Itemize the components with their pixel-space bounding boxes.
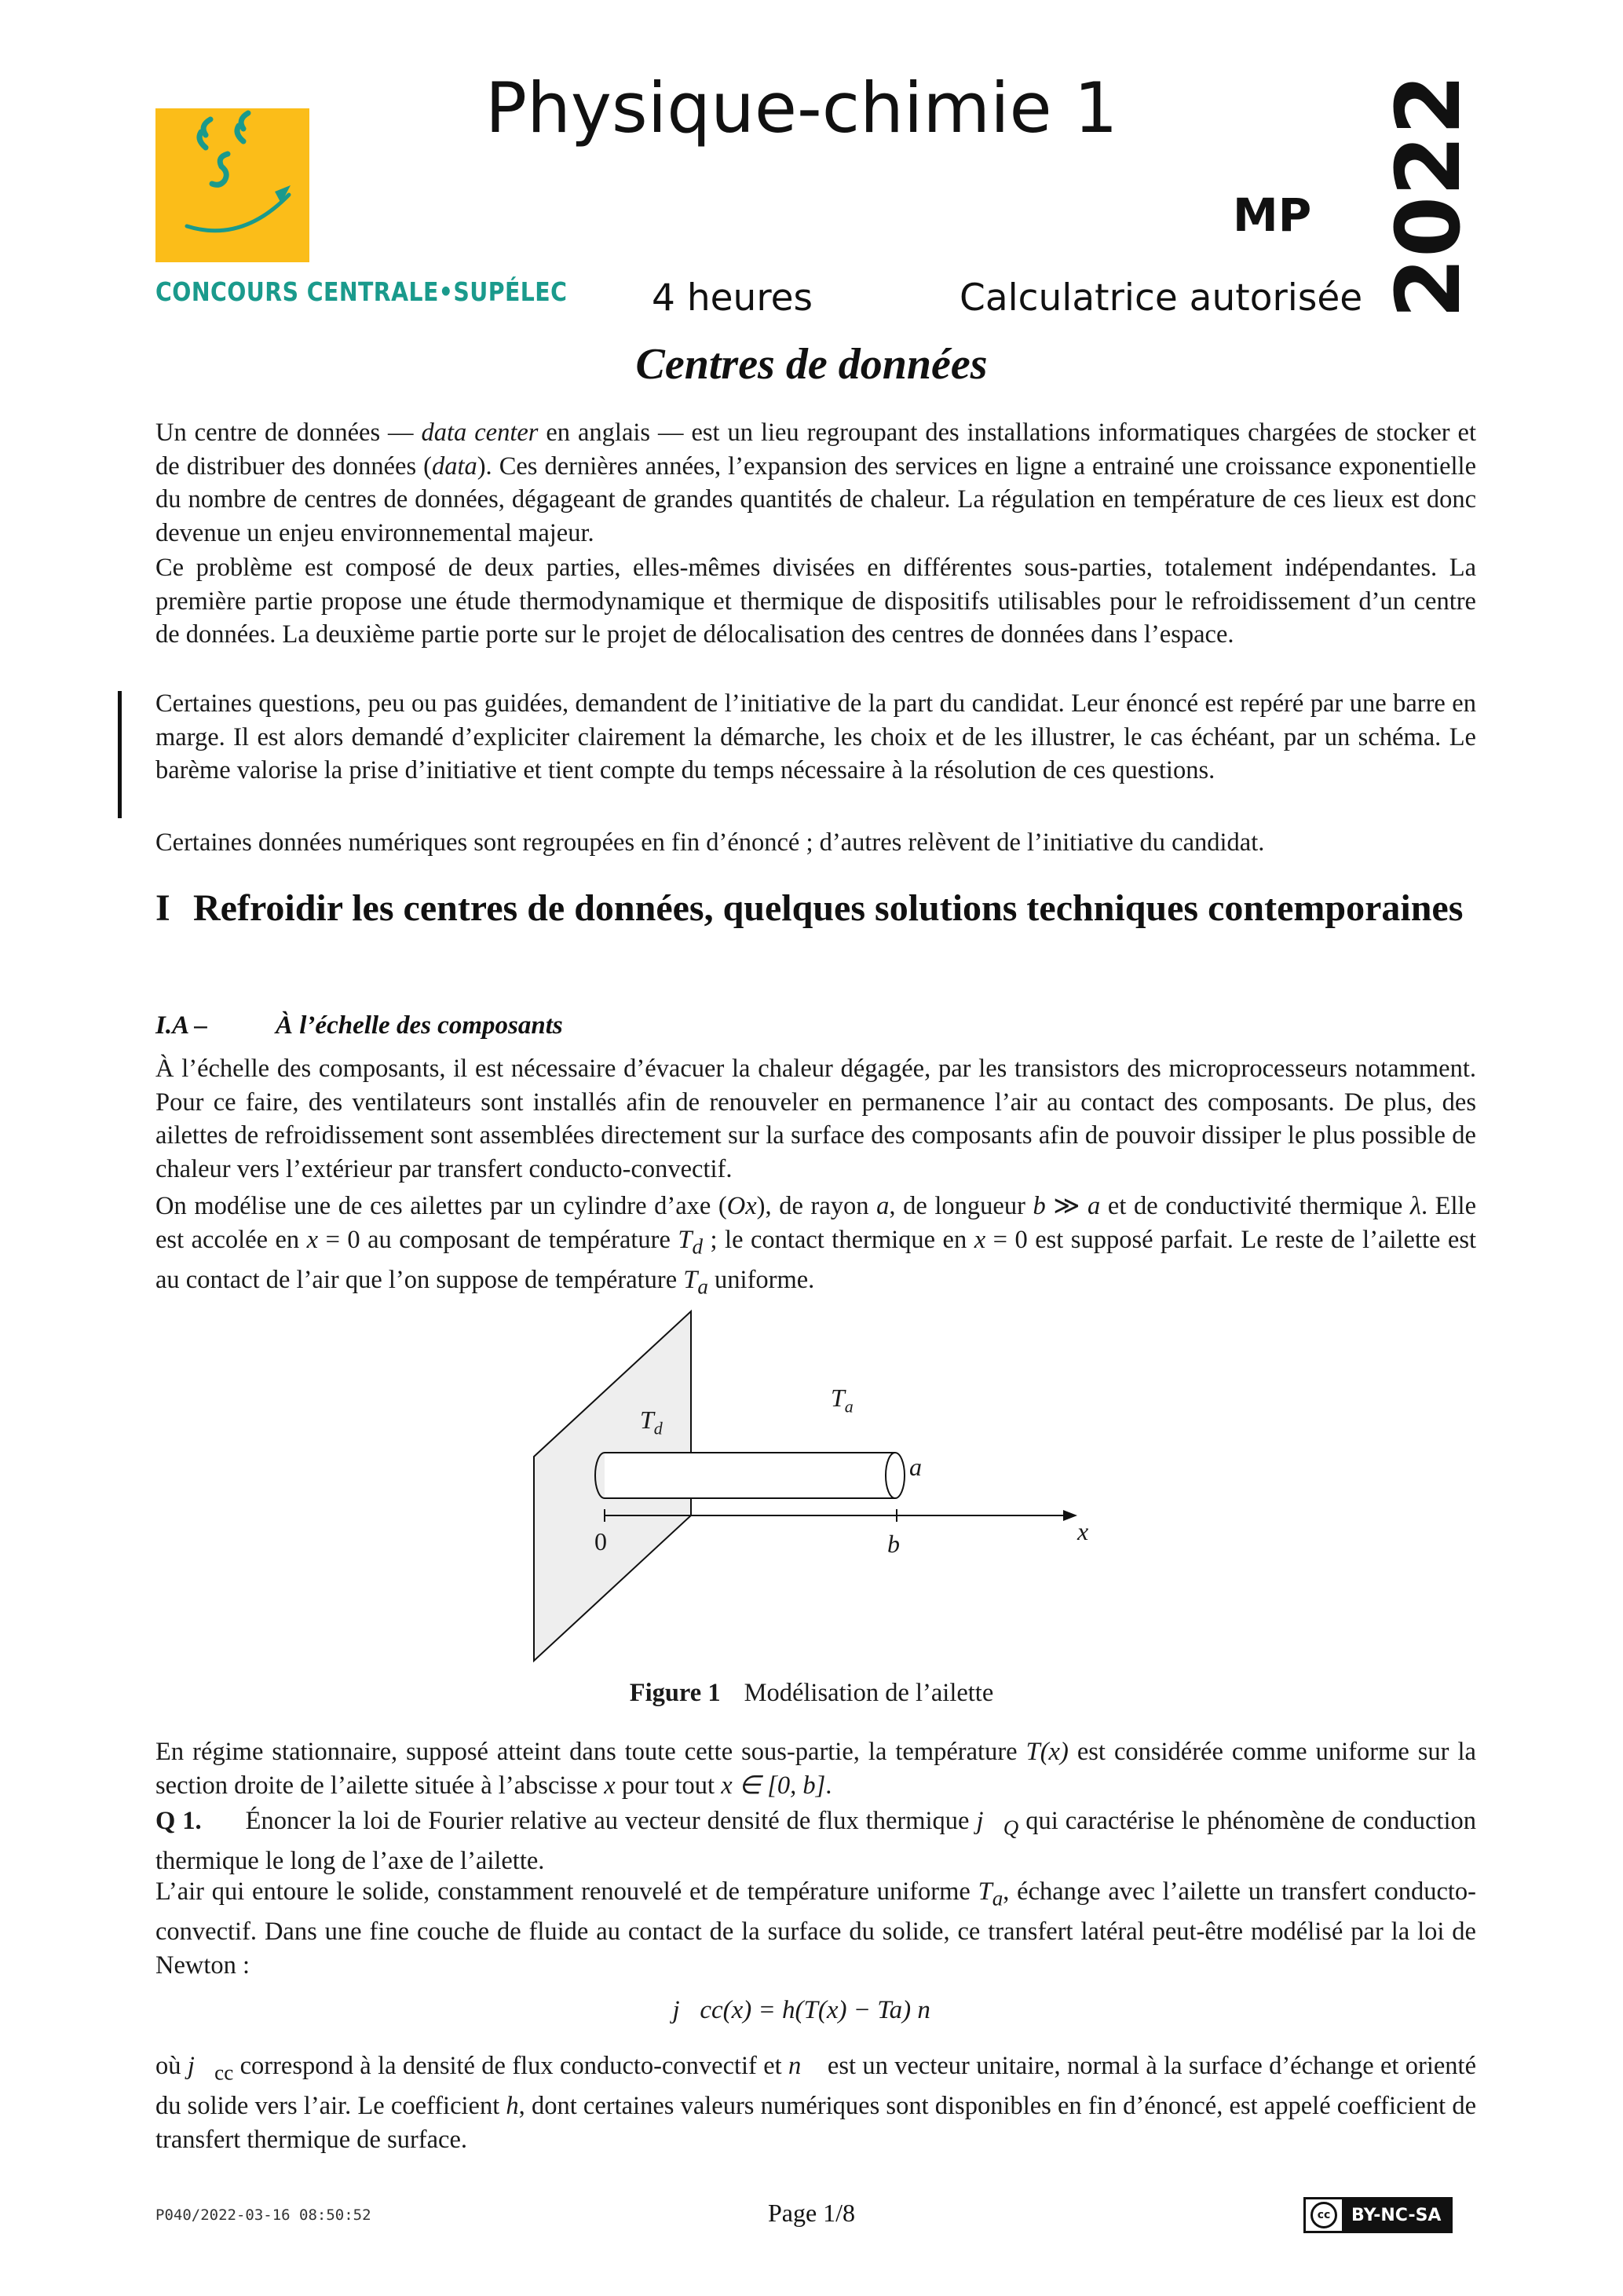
label-radius: a (909, 1453, 922, 1481)
exam-track: MP (1233, 188, 1312, 242)
subject-title: Centres de données (635, 340, 988, 389)
fin-cylinder (605, 1453, 895, 1498)
figure-caption-text: Modélisation de l’ailette (744, 1679, 994, 1707)
intro-paragraph-3: Certaines questions, peu ou pas guidées, demandent de l’initiative de la part du candidat. Leur énoncé est repéré par une barre en marge. Il est alors demandé d’expliciter clairement la démarche, les choix et de les illustrer, le cas échéant, par un schéma. Le barème valorise la prise d’initiative et tient compte du temps nécessaire à la résolution de ces questions. (155, 689, 1476, 784)
label-Ta: $T_a$ (831, 1384, 854, 1417)
subsection-heading (155, 1011, 563, 1040)
x-axis-arrow-icon (1063, 1510, 1077, 1521)
intro-paragraph-4: Certaines données numériques sont regroupées en fin d’énoncé ; d’autres relèvent de l’initiative du candidat. (155, 828, 1265, 857)
exam-title: Physique-chimie 1 (485, 68, 1118, 148)
section-heading (155, 883, 1482, 934)
license-badge (1303, 2197, 1453, 2233)
document-code: P040/2022-03-16 08:50:52 (155, 2206, 371, 2224)
question-1: Q 1. Énoncer la loi de Fourier relative au vecteur densité de flux thermique $j⃗_Q$ qui caractérise le phénomène de conduction thermique le long de l’axe de l’ailette. (155, 1807, 1476, 1875)
subsection-title: À l’échelle des composants (276, 1011, 563, 1040)
exam-year-text: 2022 (1378, 74, 1480, 319)
newton-law-equation: j⃗cc(x) = h(T(x) − Ta) n⃗ (672, 1996, 951, 2024)
fin-end-face (886, 1453, 905, 1498)
page-number: Page 1/8 (767, 2199, 856, 2227)
label-x-axis: x (1077, 1517, 1089, 1545)
body-paragraph-1: À l’échelle des composants, il est nécessaire d’évacuer la chaleur dégagée, par les transistors des microprocesseurs notamment. Pour ce faire, des ventilateurs sont installés afin de renouveler en permanence l’air au contact des composants. De plus, des ailettes de refroidissement sont assemblées directement sur la surface des composants afin de pouvoir dissiper le plus possible de chaleur vers l’extérieur par transfert conducto-convectif. (155, 1055, 1476, 1183)
body-paragraph-5: où $j⃗_{cc}$ correspond à la densité de flux conducto-convectif et n⃗ est un vecteur unitaire, normal à la surface d’échange et orienté du solide vers l’air. Le coefficient h, dont certaines valeurs numériques sont disponibles en fin d’énoncé, est appelé coefficient de transfert thermique de surface. (155, 2052, 1477, 2154)
intro-paragraph-1: Un centre de données — data center en anglais — est un lieu regroupant des installations informatiques chargées de stocker et de distribuer des données (data). Ces dernières années, l’expansion des services en ligne a entrainé une croissance exponentielle du nombre de centres de données, dégageant de grandes quantités de chaleur. La régulation en température de ces lieux est donc devenue un enjeu environnemental majeur. (155, 419, 1476, 547)
label-origin: 0 (594, 1527, 607, 1556)
body-paragraph-4: L’air qui entoure le solide, constamment renouvelé et de température uniforme $T_a$, échange avec l’ailette un transfert conducto-convectif. Dans une fine couche de fluide au contact de la surface du solide, ce transfert latéral peut-être modélisé par la loi de Newton : (155, 1877, 1476, 1980)
exam-duration: 4 heures (652, 276, 813, 320)
logo (155, 108, 309, 262)
fin-diagram (518, 1303, 1115, 1673)
intro-paragraph-2: Ce problème est composé de deux parties, elles-mêmes divisées en différentes sous-parties, totalement indépendantes. La première partie propose une étude thermodynamique et thermique de dispositifs utilisables pour le refroidissement d’un centre de données. La deuxième partie porte sur le projet de délocalisation des centres de données dans l’espace. (155, 554, 1476, 649)
section-title: Refroidir les centres de données, quelques solutions techniques contemporaines (193, 887, 1464, 929)
label-length: b (887, 1530, 900, 1558)
body-paragraph-2: On modélise une de ces ailettes par un cylindre d’axe (Ox), de rayon a, de longueur b ≫ a et de conductivité thermique λ. Elle est accolée en x = 0 au composant de température $T_d$ ; le contact thermique en x = 0 est supposé parfait. Le reste de l’ailette est au contact de l’air que l’on suppose de température $T_a$ uniforme. (155, 1192, 1477, 1298)
figure-fin-model (518, 1303, 1115, 1673)
subsection-number: I.A – (155, 1011, 208, 1040)
section-number: I (155, 887, 170, 929)
label-Td: $T_d$ (640, 1406, 663, 1439)
contest-name: CONCOURS CENTRALE•SUPÉLEC (155, 276, 568, 307)
logo-mark-icon (155, 108, 309, 262)
exam-year (1378, 71, 1480, 322)
figure-caption-label: Figure 1 (629, 1679, 721, 1707)
creative-commons-icon: cc (1306, 2199, 1342, 2231)
figure-caption (0, 1679, 1623, 1708)
initiative-margin-bar (118, 691, 122, 818)
question-1-label: Q 1. (155, 1807, 202, 1835)
body-paragraph-3: En régime stationnaire, supposé atteint dans toute cette sous-partie, la température T(x) est considérée comme uniforme sur la section droite de l’ailette située à l’abscisse x pour tout x ∈ [0, b]. (155, 1738, 1476, 1800)
license-label: BY-NC-SA (1342, 2199, 1450, 2231)
calculator-note: Calculatrice autorisée (960, 276, 1363, 320)
